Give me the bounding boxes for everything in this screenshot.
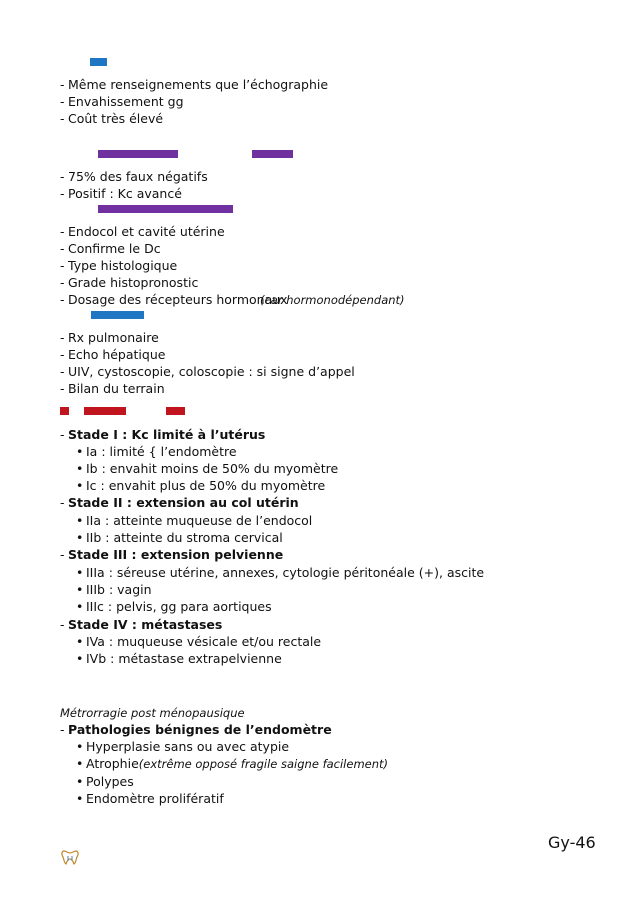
stage-sub-item: • IIIb : vagin (76, 582, 152, 597)
list-item: • Endomètre prolifératif (76, 791, 224, 806)
list-item: - Même renseignements que l’échographie (60, 77, 329, 92)
tooth-logo-icon (60, 848, 80, 866)
list-item: - Bilan du terrain (60, 381, 165, 396)
heading-highlight-bar (166, 407, 185, 415)
heading-highlight-bar (91, 311, 144, 319)
heading-highlight-bar (98, 205, 233, 213)
inline-note: (car hormonodépendant) (260, 293, 405, 307)
section-heading: Métrorragie post ménopausique (60, 706, 245, 720)
list-item: • Polypes (76, 774, 134, 789)
stage-title: - Stade III : extension pelvienne (60, 547, 284, 562)
stage-sub-item: • IIa : atteinte muqueuse de l’endocol (76, 513, 313, 528)
list-item: - Coût très élevé (60, 111, 164, 126)
list-item: - Dosage des récepteurs hormonaux (60, 292, 288, 307)
list-item: - Grade histopronostic (60, 275, 199, 290)
list-item: • Atrophie(extrême opposé fragile saigne facilement) (76, 756, 389, 771)
heading-highlight-bar (98, 150, 178, 158)
list-item: - UIV, cystoscopie, coloscopie : si signe d’appel (60, 364, 355, 379)
stage-title: - Stade I : Kc limité à l’utérus (60, 427, 266, 442)
page-number: Gy-46 (548, 833, 596, 852)
heading-highlight-bar (90, 58, 107, 66)
stage-sub-item: • IVb : métastase extrapelvienne (76, 651, 282, 666)
stage-sub-item: • Ic : envahit plus de 50% du myomètre (76, 478, 326, 493)
list-item: - Endocol et cavité utérine (60, 224, 225, 239)
heading-highlight-bar (252, 150, 293, 158)
list-item: - Envahissement gg (60, 94, 184, 109)
stage-title: - Stade IV : métastases (60, 617, 223, 632)
list-item: - Rx pulmonaire (60, 330, 159, 345)
stage-sub-item: • IIIc : pelvis, gg para aortiques (76, 599, 272, 614)
heading-highlight-bar (60, 407, 69, 415)
section-title: - Pathologies bénignes de l’endomètre (60, 722, 332, 737)
list-item: - Echo hépatique (60, 347, 166, 362)
stage-title: - Stade II : extension au col utérin (60, 495, 299, 510)
list-item: - Type histologique (60, 258, 178, 273)
list-item: • Hyperplasie sans ou avec atypie (76, 739, 290, 754)
stage-sub-item: • IIb : atteinte du stroma cervical (76, 530, 283, 545)
stage-sub-item: • IVa : muqueuse vésicale et/ou rectale (76, 634, 322, 649)
stage-sub-item: • Ia : limité { l’endomètre (76, 444, 237, 459)
stage-sub-item: • Ib : envahit moins de 50% du myomètre (76, 461, 339, 476)
stage-sub-item: • IIIa : séreuse utérine, annexes, cytologie péritonéale (+), ascite (76, 565, 485, 580)
inline-note: (extrême opposé fragile saigne facilement) (138, 757, 389, 771)
list-item: - 75% des faux négatifs (60, 169, 208, 184)
list-item: - Confirme le Dc (60, 241, 161, 256)
list-item: - Positif : Kc avancé (60, 186, 182, 201)
heading-highlight-bar (84, 407, 126, 415)
